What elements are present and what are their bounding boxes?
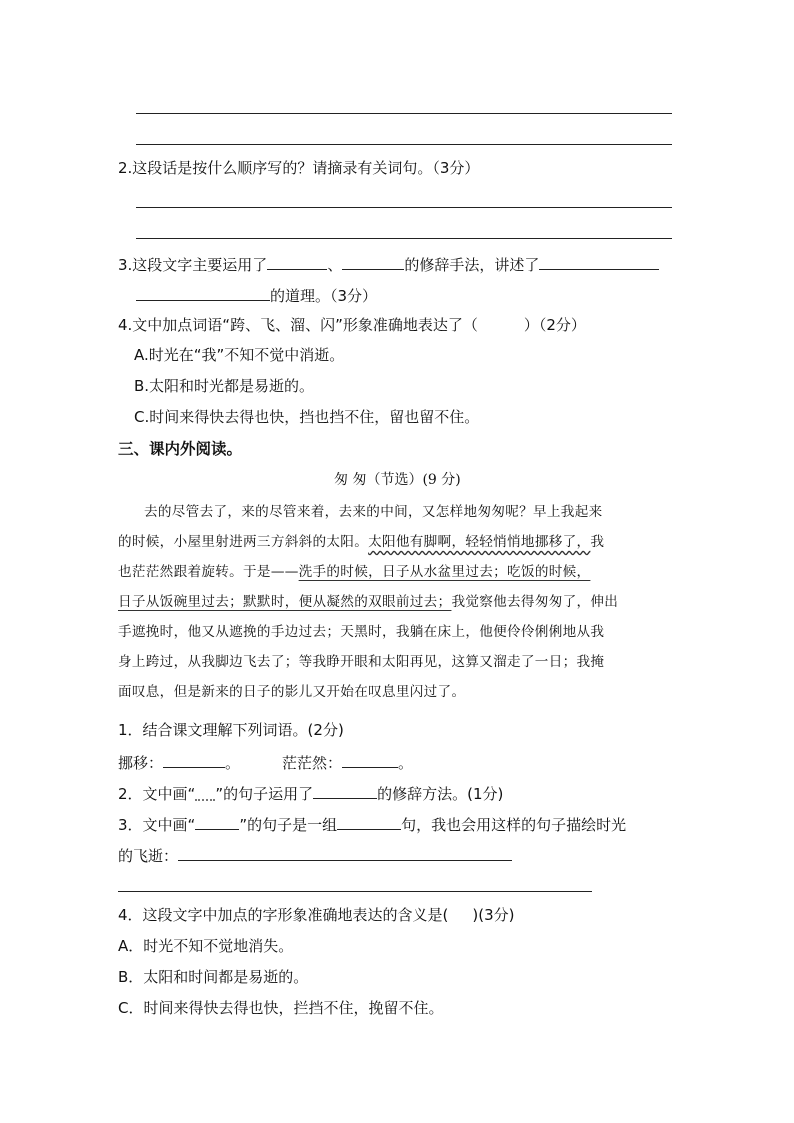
passage-text: 我 [590, 534, 605, 550]
passage-text: 也茫茫然跟着旋转。于是—— [118, 564, 299, 580]
passage-text: 去的尽管去了，来的尽管来着，去来的中间，又怎样地匆匆呢？早上我起来 [144, 504, 603, 520]
option-a-text: A.时光在“我”不知不觉中消逝。 [134, 346, 345, 364]
s3-option-c [118, 998, 443, 1018]
passage-text: 手遮挽时，他又从遮挽的手边过去；天黑时，我躺在床上，他便伶伶俐俐地从我 [118, 624, 605, 640]
s3-question-3 [118, 813, 626, 835]
s3-question-1-words [118, 751, 413, 773]
s3-question-2 [118, 782, 503, 804]
option-b-text: B.太阳和时光都是易逝的。 [134, 377, 315, 395]
fill-blank[interactable] [313, 782, 377, 799]
question-3-prefix: 3.这段文字主要运用了 [118, 256, 268, 274]
s3-question-2-b: ”的句子运用了 [215, 785, 314, 803]
passage-text: 身上跨过，从我脚边飞去了；等我睁开眼和太阳再见，这算又溜走了一日；我掩 [118, 654, 605, 670]
option-c-text: C.时间来得快去得也快，挡也挡不住，留也留不住。 [134, 408, 480, 426]
passage-title [334, 470, 461, 490]
s3-question-4 [118, 905, 515, 925]
s3-option-a-text: A．时光不知不觉地消失。 [118, 937, 294, 955]
passage-line [144, 497, 603, 527]
s3-option-b [118, 967, 308, 987]
option-a [134, 345, 344, 365]
passage-text: 的时候，小屋里射进两三方斜斜的太阳。 [118, 534, 369, 550]
s3-option-a [118, 936, 293, 956]
fill-blank[interactable] [337, 813, 401, 830]
passage-line [118, 617, 604, 647]
passage [118, 497, 674, 711]
answer-line[interactable] [118, 891, 592, 892]
word-1-label: 挪移： [118, 754, 164, 772]
word-2-label: 茫茫然： [282, 754, 343, 772]
s3-question-1-text: 1．结合课文理解下列词语。(2分) [118, 721, 344, 739]
passage-title-text: 匆 匆（节选）(9 分) [334, 472, 461, 488]
s3-question-2-a: 2．文中画“ [118, 785, 196, 803]
fill-blank[interactable] [342, 751, 398, 768]
fill-blank[interactable] [178, 844, 512, 861]
answer-line[interactable] [136, 144, 672, 145]
passage-line [118, 677, 465, 707]
fill-blank[interactable] [342, 253, 404, 270]
passage-text: 我觉察他去得匆匆了，伸出 [451, 594, 619, 610]
question-2-text: 2.这段话是按什么顺序写的？请摘录有关词句。（3分） [118, 159, 480, 177]
s3-question-2-c: 的修辞方法。(1分) [377, 785, 504, 803]
section-heading [118, 439, 242, 459]
question-4-text: 4.文中加点词语“跨、飞、溜、闪”形象准确地表达了（ [118, 316, 478, 334]
s3-question-3-line2-text: 的飞逝： [118, 847, 179, 865]
word-2-end: 。 [398, 754, 414, 772]
straight-underlined-text: 日子从饭碗里过去；默默时，便从凝然的双眼前过去； [118, 594, 452, 610]
question-4 [118, 315, 586, 335]
s3-question-4-text: 4．这段文字中加点的字形象准确地表达的含义是( [118, 906, 449, 924]
passage-line [118, 557, 590, 587]
s3-question-3-line2 [118, 844, 512, 866]
option-b [134, 376, 314, 396]
question-3-mid: 的修辞手法，讲述了 [404, 256, 540, 274]
s3-question-4-close: )(3分) [472, 906, 515, 924]
option-c [134, 407, 479, 427]
word-1-end: 。 [225, 754, 241, 772]
straight-underlined-text: 洗手的时候，日子从水盆里过去；吃饭的时候， [298, 564, 591, 580]
s3-option-b-text: B．太阳和时间都是易逝的。 [118, 968, 309, 986]
s3-option-c-text: C．时间来得快去得也快，拦挡不住，挽留不住。 [118, 999, 444, 1017]
passage-line [118, 587, 618, 617]
question-2 [118, 158, 479, 178]
fill-blank[interactable] [136, 284, 270, 301]
s3-question-3-c: 句，我也会用这样的句子描绘时光 [401, 816, 627, 834]
fill-blank[interactable] [267, 253, 327, 270]
s3-question-3-b: ”的句子是一组 [239, 816, 338, 834]
passage-line [118, 527, 604, 557]
question-3 [118, 253, 659, 275]
section-heading-text: 三、课内外阅读。 [118, 440, 243, 458]
wavy-underlined-text: 太阳他有脚啊，轻轻悄悄地挪移了， [368, 534, 591, 550]
fill-blank[interactable] [539, 253, 659, 270]
question-3-line2 [136, 284, 377, 306]
wavy-underline-mark [195, 791, 215, 801]
question-3-suffix: 的道理。（3分） [270, 287, 378, 305]
passage-line [118, 647, 604, 677]
answer-line[interactable] [136, 207, 672, 208]
answer-line[interactable] [136, 238, 672, 239]
straight-underline-mark [195, 813, 239, 830]
question-4-close: ）（2分） [523, 316, 586, 334]
answer-line[interactable] [136, 113, 672, 114]
s3-question-3-a: 3．文中画“ [118, 816, 196, 834]
fill-blank[interactable] [163, 751, 225, 768]
passage-text: 面叹息，但是新来的日子的影儿又开始在叹息里闪过了。 [118, 684, 466, 700]
s3-question-1 [118, 720, 344, 740]
question-3-sep: 、 [327, 256, 343, 274]
